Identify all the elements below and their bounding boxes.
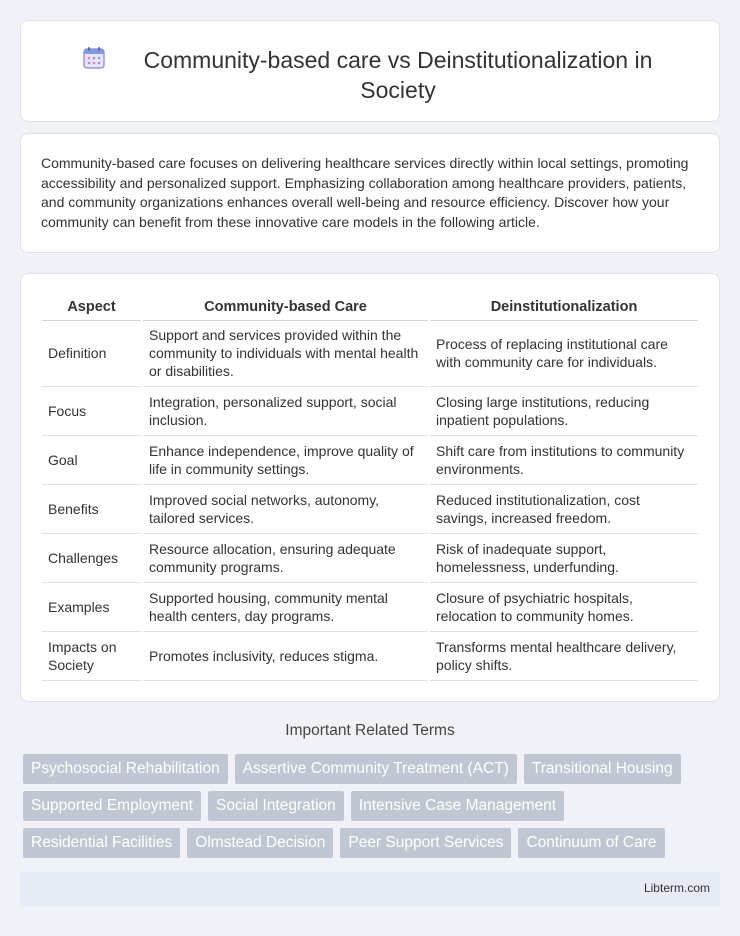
tag-olmstead-decision[interactable]: Olmstead Decision: [187, 828, 333, 858]
row-deinstitutionalization: Process of replacing institutional care with community care for individuals.: [429, 320, 698, 386]
related-terms-title: Important Related Terms: [285, 722, 455, 739]
tag-transitional-housing[interactable]: Transitional Housing: [524, 754, 681, 784]
comparison-card: [20, 273, 720, 702]
table-row: [42, 631, 698, 680]
row-aspect: Goal: [42, 435, 142, 484]
header-aspect: Aspect: [42, 294, 142, 320]
row-community-based-care: Enhance independence, improve quality of life in community settings.: [142, 435, 429, 484]
row-deinstitutionalization: Closing large institutions, reducing inpatient populations.: [429, 386, 698, 435]
row-deinstitutionalization: Shift care from institutions to community environments.: [429, 435, 698, 484]
title-card: [20, 20, 720, 122]
tag-peer-support-services[interactable]: Peer Support Services: [340, 828, 511, 858]
page-title: Community-based care vs Deinstitutionalization in Society: [143, 47, 653, 103]
tag-row: [23, 791, 713, 821]
intro-card: [20, 133, 720, 253]
tag-psychosocial-rehabilitation[interactable]: Psychosocial Rehabilitation: [23, 754, 228, 784]
table-row: [42, 484, 698, 533]
row-aspect: Impacts on Society: [42, 631, 142, 680]
row-community-based-care: Integration, personalized support, social inclusion.: [142, 386, 429, 435]
row-deinstitutionalization: Transforms mental healthcare delivery, policy shifts.: [429, 631, 698, 680]
row-aspect: Definition: [42, 320, 142, 386]
tag-row: [23, 754, 713, 784]
row-aspect: Examples: [42, 582, 142, 631]
header-deinstitutionalization: Deinstitutionalization: [429, 294, 698, 320]
row-deinstitutionalization: Reduced institutionalization, cost savings, increased freedom.: [429, 484, 698, 533]
row-aspect: Focus: [42, 386, 142, 435]
row-deinstitutionalization: Risk of inadequate support, homelessness, underfunding.: [429, 533, 698, 582]
tag-residential-facilities[interactable]: Residential Facilities: [23, 828, 180, 858]
tag-intensive-case-management[interactable]: Intensive Case Management: [351, 791, 564, 821]
tag-row: [23, 828, 713, 858]
intro-paragraph: Community-based care focuses on delivering healthcare services directly within local settings, promoting accessibility and personalized support. Emphasizing collaboration among healthcare providers, patients, and community organizations enhances overall well-being and resource efficiency. Discover how your community can benefit from these innovative care models in the following article.: [41, 155, 689, 230]
tag-assertive-community-treatment[interactable]: Assertive Community Treatment (ACT): [235, 754, 517, 784]
table-row: [42, 320, 698, 386]
table-row: [42, 435, 698, 484]
table-row: [42, 386, 698, 435]
row-community-based-care: Promotes inclusivity, reduces stigma.: [142, 631, 429, 680]
footer-site-link[interactable]: Libterm.com: [643, 881, 710, 895]
table-header-row: [42, 294, 698, 320]
table-row: [42, 582, 698, 631]
row-deinstitutionalization: Closure of psychiatric hospitals, relocation to community homes.: [429, 582, 698, 631]
tag-social-integration[interactable]: Social Integration: [208, 791, 344, 821]
table-row: [42, 533, 698, 582]
row-aspect: Benefits: [42, 484, 142, 533]
row-community-based-care: Supported housing, community mental health centers, day programs.: [142, 582, 429, 631]
row-community-based-care: Support and services provided within the community to individuals with mental health or disabilities.: [142, 320, 429, 386]
footer: [20, 872, 720, 906]
row-aspect: Challenges: [42, 533, 142, 582]
tag-continuum-of-care[interactable]: Continuum of Care: [518, 828, 664, 858]
related-terms-list: [23, 754, 713, 865]
row-community-based-care: Resource allocation, ensuring adequate community programs.: [142, 533, 429, 582]
row-community-based-care: Improved social networks, autonomy, tailored services.: [142, 484, 429, 533]
comparison-table: [42, 294, 698, 681]
header-community-based-care: Community-based Care: [142, 294, 429, 320]
tag-supported-employment[interactable]: Supported Employment: [23, 791, 201, 821]
